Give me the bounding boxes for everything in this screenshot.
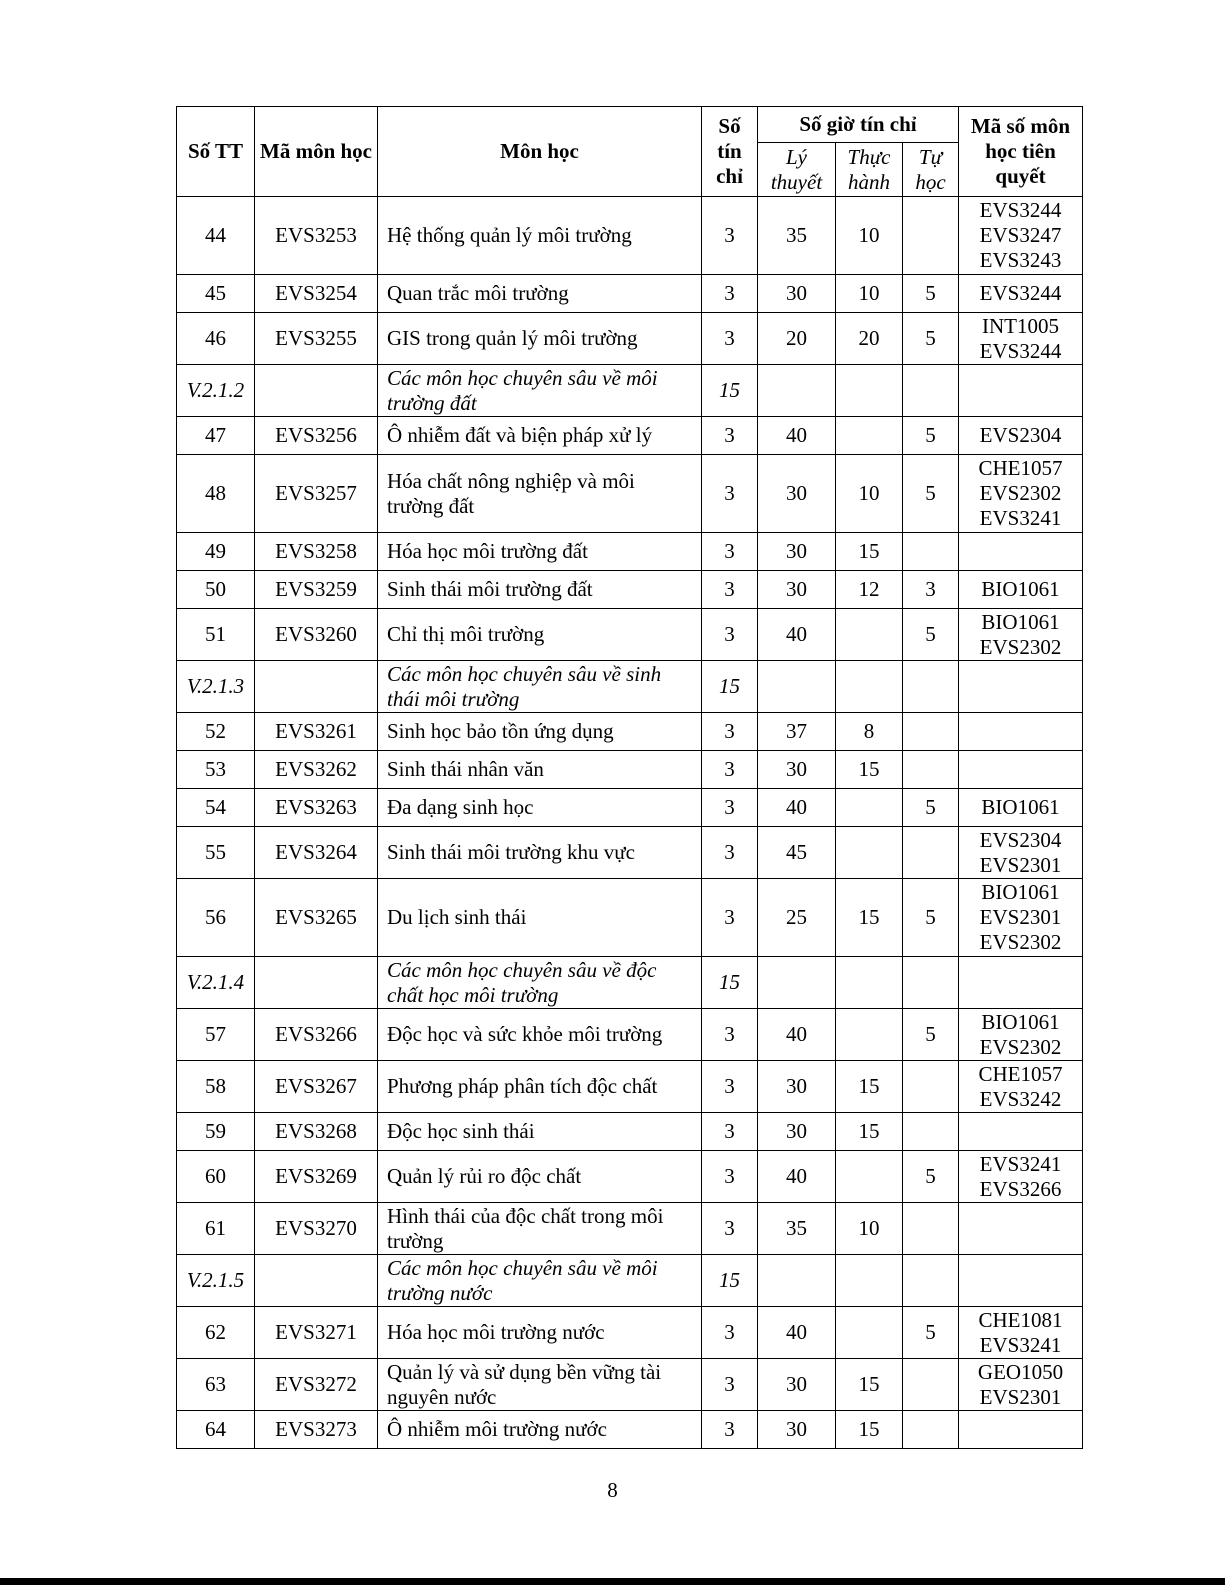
cell-prerequisite <box>959 571 1083 609</box>
cell-no: 63 <box>177 1359 255 1411</box>
cell-code: EVS3259 <box>255 571 378 609</box>
cell-theory <box>758 365 836 417</box>
cell-self-study <box>903 1359 959 1411</box>
cell-code: EVS3261 <box>255 713 378 751</box>
cell-credits: 15 <box>702 957 758 1009</box>
cell-self-study: 5 <box>903 1009 959 1061</box>
cell-credits: 3 <box>702 789 758 827</box>
group-row <box>177 661 1083 713</box>
prerequisite-code: EVS3241 <box>979 1332 1062 1357</box>
cell-practice: 15 <box>836 1411 903 1449</box>
group-code: V.2.1.3 <box>177 661 255 713</box>
table-row <box>177 827 1083 879</box>
group-title: Các môn học chuyên sâu về môi trường đất <box>378 365 702 417</box>
cell-code: EVS3264 <box>255 827 378 879</box>
cell-theory: 35 <box>758 197 836 275</box>
cell-no: 52 <box>177 713 255 751</box>
cell-credits: 3 <box>702 1307 758 1359</box>
cell-theory: 35 <box>758 1203 836 1255</box>
cell-no: 44 <box>177 197 255 275</box>
cell-subject: Chỉ thị môi trường <box>378 609 702 661</box>
cell-subject: Hình thái của độc chất trong môi trường <box>378 1203 702 1255</box>
cell-subject: Quan trắc môi trường <box>378 275 702 313</box>
cell-self-study <box>903 365 959 417</box>
cell-theory: 30 <box>758 275 836 313</box>
cell-subject: Phương pháp phân tích độc chất <box>378 1061 702 1113</box>
cell-code: EVS3262 <box>255 751 378 789</box>
cell-prerequisite <box>959 957 1083 1009</box>
cell-credits: 3 <box>702 455 758 533</box>
table-row <box>177 1203 1083 1255</box>
cell-code: EVS3266 <box>255 1009 378 1061</box>
cell-code: EVS3265 <box>255 879 378 957</box>
cell-code: EVS3269 <box>255 1151 378 1203</box>
table-row <box>177 1307 1083 1359</box>
bottom-border <box>0 1578 1225 1585</box>
cell-credits: 3 <box>702 1151 758 1203</box>
table-row <box>177 609 1083 661</box>
cell-prerequisite <box>959 1307 1083 1359</box>
cell-practice: 8 <box>836 713 903 751</box>
cell-theory: 30 <box>758 1411 836 1449</box>
cell-theory: 40 <box>758 1307 836 1359</box>
table-row <box>177 417 1083 455</box>
cell-credits: 3 <box>702 751 758 789</box>
cell-no: 51 <box>177 609 255 661</box>
cell-self-study: 5 <box>903 313 959 365</box>
table-row <box>177 197 1083 275</box>
cell-no: 57 <box>177 1009 255 1061</box>
cell-practice: 15 <box>836 1113 903 1151</box>
table-row <box>177 789 1083 827</box>
cell-subject: Hóa học môi trường nước <box>378 1307 702 1359</box>
prerequisite-code: EVS3243 <box>979 248 1062 272</box>
cell-no: 48 <box>177 455 255 533</box>
cell-prerequisite <box>959 1061 1083 1113</box>
cell-subject: Độc học sinh thái <box>378 1113 702 1151</box>
group-title: Các môn học chuyên sâu về độc chất học môi trường <box>378 957 702 1009</box>
cell-no: 53 <box>177 751 255 789</box>
cell-practice: 10 <box>836 275 903 313</box>
cell-no: 50 <box>177 571 255 609</box>
cell-credits: 3 <box>702 417 758 455</box>
cell-credits: 15 <box>702 1255 758 1307</box>
prerequisite-code: EVS3266 <box>979 1176 1062 1201</box>
cell-credits: 3 <box>702 1113 758 1151</box>
cell-code: EVS3267 <box>255 1061 378 1113</box>
curriculum-table <box>176 106 1083 1449</box>
header-credits: Số tín chỉ <box>702 107 758 197</box>
cell-prerequisite <box>959 1255 1083 1307</box>
prerequisite-code: GEO1050 <box>977 1359 1064 1384</box>
cell-prerequisite <box>959 455 1083 533</box>
cell-prerequisite <box>959 751 1083 789</box>
cell-no: 58 <box>177 1061 255 1113</box>
cell-practice <box>836 661 903 713</box>
prerequisite-code: BIO1061 <box>981 1009 1060 1034</box>
cell-practice <box>836 789 903 827</box>
header-subject: Môn học <box>378 107 702 197</box>
cell-practice <box>836 1255 903 1307</box>
cell-practice: 15 <box>836 1359 903 1411</box>
cell-credits: 3 <box>702 275 758 313</box>
cell-credits: 3 <box>702 1411 758 1449</box>
cell-subject: Hệ thống quản lý môi trường <box>378 197 702 275</box>
cell-practice: 10 <box>836 1203 903 1255</box>
prerequisite-code: EVS2301 <box>979 852 1062 877</box>
prerequisite-code: EVS2302 <box>979 930 1062 954</box>
cell-prerequisite <box>959 275 1083 313</box>
cell-code <box>255 661 378 713</box>
prerequisite-code: EVS3244 <box>979 338 1062 363</box>
cell-self-study <box>903 533 959 571</box>
prerequisite-code: EVS2302 <box>979 481 1062 505</box>
cell-self-study <box>903 1061 959 1113</box>
cell-theory: 30 <box>758 533 836 571</box>
cell-theory: 30 <box>758 455 836 533</box>
header-self-study: Tự học <box>903 143 959 197</box>
cell-subject: GIS trong quản lý môi trường <box>378 313 702 365</box>
cell-no: 60 <box>177 1151 255 1203</box>
cell-credits: 3 <box>702 1203 758 1255</box>
prerequisite-code: CHE1057 <box>978 456 1063 480</box>
cell-self-study: 5 <box>903 1307 959 1359</box>
table-row <box>177 455 1083 533</box>
cell-prerequisite <box>959 313 1083 365</box>
cell-prerequisite <box>959 1203 1083 1255</box>
cell-self-study <box>903 197 959 275</box>
cell-theory: 30 <box>758 751 836 789</box>
group-code: V.2.1.4 <box>177 957 255 1009</box>
cell-theory: 30 <box>758 1061 836 1113</box>
page-number: 8 <box>607 1478 618 1502</box>
cell-practice: 12 <box>836 571 903 609</box>
cell-practice <box>836 417 903 455</box>
cell-no: 62 <box>177 1307 255 1359</box>
cell-code: EVS3273 <box>255 1411 378 1449</box>
prerequisite-code: EVS2304 <box>979 827 1062 852</box>
cell-self-study <box>903 1255 959 1307</box>
prerequisite-code: EVS2301 <box>979 1384 1062 1409</box>
cell-credits: 3 <box>702 713 758 751</box>
cell-credits: 15 <box>702 661 758 713</box>
cell-self-study: 5 <box>903 417 959 455</box>
cell-subject: Sinh thái nhân văn <box>378 751 702 789</box>
cell-code: EVS3260 <box>255 609 378 661</box>
cell-self-study: 5 <box>903 455 959 533</box>
cell-no: 59 <box>177 1113 255 1151</box>
cell-code <box>255 365 378 417</box>
table-row <box>177 751 1083 789</box>
cell-code: EVS3256 <box>255 417 378 455</box>
cell-self-study: 3 <box>903 571 959 609</box>
prerequisite-code: EVS3244 <box>979 198 1062 222</box>
prerequisite-code: INT1005 <box>982 313 1059 338</box>
cell-theory: 20 <box>758 313 836 365</box>
table-row <box>177 533 1083 571</box>
cell-theory: 45 <box>758 827 836 879</box>
cell-no: 45 <box>177 275 255 313</box>
cell-credits: 3 <box>702 1359 758 1411</box>
cell-code: EVS3271 <box>255 1307 378 1359</box>
prerequisite-code: EVS2302 <box>979 1034 1062 1059</box>
cell-subject: Sinh học bảo tồn ứng dụng <box>378 713 702 751</box>
cell-credits: 3 <box>702 827 758 879</box>
header-prerequisite: Mã số môn học tiên quyết <box>959 107 1083 197</box>
cell-theory: 40 <box>758 417 836 455</box>
cell-self-study <box>903 827 959 879</box>
cell-no: 46 <box>177 313 255 365</box>
cell-practice: 15 <box>836 751 903 789</box>
cell-practice: 15 <box>836 1061 903 1113</box>
cell-credits: 3 <box>702 1009 758 1061</box>
table-row <box>177 879 1083 957</box>
header-theory: Lý thuyết <box>758 143 836 197</box>
cell-self-study <box>903 751 959 789</box>
cell-credits: 15 <box>702 365 758 417</box>
cell-code: EVS3268 <box>255 1113 378 1151</box>
cell-theory: 30 <box>758 571 836 609</box>
cell-prerequisite <box>959 713 1083 751</box>
cell-no: 64 <box>177 1411 255 1449</box>
table-row <box>177 313 1083 365</box>
cell-self-study: 5 <box>903 879 959 957</box>
cell-self-study: 5 <box>903 789 959 827</box>
cell-practice <box>836 365 903 417</box>
cell-subject: Du lịch sinh thái <box>378 879 702 957</box>
header-practice: Thực hành <box>836 143 903 197</box>
cell-prerequisite <box>959 879 1083 957</box>
cell-no: 55 <box>177 827 255 879</box>
cell-subject: Ô nhiễm môi trường nước <box>378 1411 702 1449</box>
cell-no: 49 <box>177 533 255 571</box>
cell-theory <box>758 661 836 713</box>
prerequisite-code: BIO1061 <box>981 795 1060 819</box>
cell-subject: Sinh thái môi trường khu vực <box>378 827 702 879</box>
cell-credits: 3 <box>702 533 758 571</box>
cell-subject: Hóa chất nông nghiệp và môi trường đất <box>378 455 702 533</box>
cell-theory <box>758 1255 836 1307</box>
cell-prerequisite <box>959 1151 1083 1203</box>
cell-code: EVS3258 <box>255 533 378 571</box>
prerequisite-code: EVS3244 <box>979 281 1062 305</box>
cell-prerequisite <box>959 197 1083 275</box>
cell-prerequisite <box>959 661 1083 713</box>
cell-practice <box>836 957 903 1009</box>
table-row <box>177 1359 1083 1411</box>
cell-subject: Hóa học môi trường đất <box>378 533 702 571</box>
cell-prerequisite <box>959 1411 1083 1449</box>
cell-practice: 10 <box>836 197 903 275</box>
cell-prerequisite <box>959 789 1083 827</box>
table-body <box>177 197 1083 1449</box>
cell-practice: 10 <box>836 455 903 533</box>
cell-code: EVS3254 <box>255 275 378 313</box>
cell-prerequisite <box>959 533 1083 571</box>
cell-code: EVS3263 <box>255 789 378 827</box>
prerequisite-code: EVS3241 <box>979 1151 1062 1176</box>
cell-code <box>255 1255 378 1307</box>
cell-practice: 15 <box>836 879 903 957</box>
table-row <box>177 1009 1083 1061</box>
cell-theory: 37 <box>758 713 836 751</box>
cell-prerequisite <box>959 417 1083 455</box>
prerequisite-code: EVS3247 <box>979 223 1062 247</box>
cell-subject: Sinh thái môi trường đất <box>378 571 702 609</box>
group-code: V.2.1.2 <box>177 365 255 417</box>
cell-theory: 40 <box>758 1151 836 1203</box>
group-row <box>177 957 1083 1009</box>
group-row <box>177 365 1083 417</box>
cell-theory: 40 <box>758 1009 836 1061</box>
table-row <box>177 275 1083 313</box>
cell-theory: 30 <box>758 1113 836 1151</box>
cell-practice <box>836 1009 903 1061</box>
cell-theory: 25 <box>758 879 836 957</box>
cell-self-study: 5 <box>903 1151 959 1203</box>
cell-code: EVS3255 <box>255 313 378 365</box>
cell-code <box>255 957 378 1009</box>
cell-self-study <box>903 661 959 713</box>
group-row <box>177 1255 1083 1307</box>
cell-theory: 40 <box>758 789 836 827</box>
group-code: V.2.1.5 <box>177 1255 255 1307</box>
cell-subject: Đa dạng sinh học <box>378 789 702 827</box>
prerequisite-code: BIO1061 <box>981 880 1060 904</box>
cell-subject: Quản lý và sử dụng bền vững tài nguyên nước <box>378 1359 702 1411</box>
header-course-code: Mã môn học <box>255 107 378 197</box>
cell-credits: 3 <box>702 1061 758 1113</box>
table-row <box>177 1151 1083 1203</box>
cell-credits: 3 <box>702 879 758 957</box>
cell-self-study <box>903 1113 959 1151</box>
cell-subject: Quản lý rủi ro độc chất <box>378 1151 702 1203</box>
cell-prerequisite <box>959 1009 1083 1061</box>
cell-practice <box>836 827 903 879</box>
prerequisite-code: EVS3241 <box>979 506 1062 530</box>
cell-practice: 15 <box>836 533 903 571</box>
cell-credits: 3 <box>702 609 758 661</box>
prerequisite-code: BIO1061 <box>981 577 1060 601</box>
cell-theory: 40 <box>758 609 836 661</box>
cell-self-study: 5 <box>903 609 959 661</box>
cell-no: 56 <box>177 879 255 957</box>
cell-subject: Độc học và sức khỏe môi trường <box>378 1009 702 1061</box>
group-title: Các môn học chuyên sâu về môi trường nước <box>378 1255 702 1307</box>
cell-self-study <box>903 957 959 1009</box>
prerequisite-code: EVS3242 <box>979 1086 1062 1111</box>
table-row <box>177 1061 1083 1113</box>
prerequisite-code: BIO1061 <box>981 609 1060 634</box>
cell-code: EVS3257 <box>255 455 378 533</box>
cell-self-study <box>903 1411 959 1449</box>
prerequisite-code: EVS2301 <box>979 905 1062 929</box>
cell-code: EVS3253 <box>255 197 378 275</box>
prerequisite-code: EVS2302 <box>979 634 1062 659</box>
cell-code: EVS3272 <box>255 1359 378 1411</box>
cell-prerequisite <box>959 609 1083 661</box>
table-row <box>177 571 1083 609</box>
group-title: Các môn học chuyên sâu về sinh thái môi trường <box>378 661 702 713</box>
cell-self-study: 5 <box>903 275 959 313</box>
cell-theory: 30 <box>758 1359 836 1411</box>
cell-no: 47 <box>177 417 255 455</box>
cell-prerequisite <box>959 365 1083 417</box>
table-row <box>177 1411 1083 1449</box>
cell-subject: Ô nhiễm đất và biện pháp xử lý <box>378 417 702 455</box>
cell-self-study <box>903 713 959 751</box>
cell-credits: 3 <box>702 197 758 275</box>
cell-practice <box>836 1307 903 1359</box>
cell-practice: 20 <box>836 313 903 365</box>
cell-practice <box>836 1151 903 1203</box>
cell-theory <box>758 957 836 1009</box>
cell-no: 61 <box>177 1203 255 1255</box>
prerequisite-code: CHE1081 <box>978 1307 1063 1332</box>
prerequisite-code: CHE1057 <box>978 1061 1063 1086</box>
header-credit-hours: Số giờ tín chỉ <box>758 107 959 143</box>
table-row <box>177 1113 1083 1151</box>
cell-prerequisite <box>959 1359 1083 1411</box>
cell-practice <box>836 609 903 661</box>
table-row <box>177 713 1083 751</box>
cell-self-study <box>903 1203 959 1255</box>
cell-credits: 3 <box>702 313 758 365</box>
cell-prerequisite <box>959 1113 1083 1151</box>
cell-code: EVS3270 <box>255 1203 378 1255</box>
header-stt: Số TT <box>177 107 255 197</box>
cell-no: 54 <box>177 789 255 827</box>
prerequisite-code: EVS2304 <box>979 423 1062 447</box>
cell-credits: 3 <box>702 571 758 609</box>
cell-prerequisite <box>959 827 1083 879</box>
